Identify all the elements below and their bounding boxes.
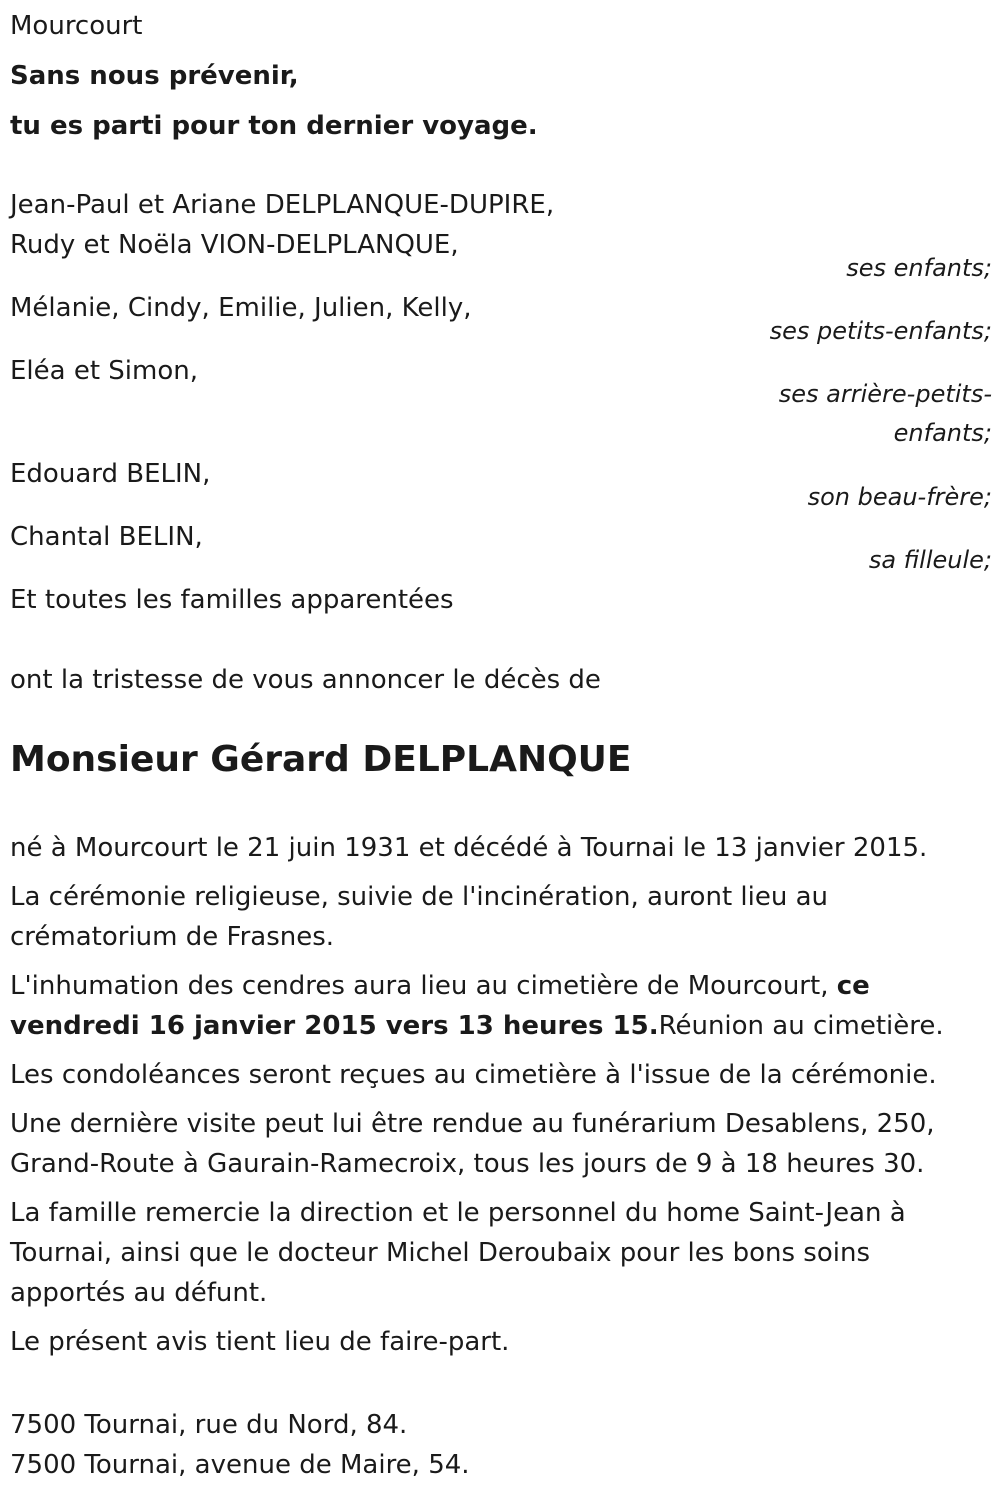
great-grandchildren: Eléa et Simon, [10, 356, 199, 386]
thanks-info: La famille remercie la direction et le personnel du home Saint-Jean à Tournai, ainsi que le docteur Michel Deroubaix pour les bons soins apportés au défunt. [10, 1198, 906, 1308]
great-grandchildren-role-1: ses arrière-petits- [778, 380, 992, 408]
children-role: ses enfants; [846, 254, 992, 282]
announcement-intro: ont la tristesse de vous annoncer le décès de [10, 665, 601, 695]
children-line-2: Rudy et Noëla VION-DELPLANQUE, [10, 230, 459, 260]
grandchildren-role: ses petits-enfants; [769, 317, 992, 345]
town-name: Mourcourt [10, 11, 143, 41]
goddaughter-role: sa filleule; [868, 546, 992, 574]
address-2: 7500 Tournai, avenue de Maire, 54. [10, 1450, 470, 1480]
notice-info: Le présent avis tient lieu de faire-part. [10, 1327, 510, 1357]
deceased-name: Monsieur Gérard DELPLANQUE [10, 739, 632, 780]
details-block [10, 828, 992, 1362]
verse-line-1: Sans nous prévenir, [10, 61, 299, 91]
burial-suffix: Réunion au cimetière. [658, 1011, 944, 1041]
great-grandchildren-role-2: enfants; [893, 419, 992, 447]
burial-date: ce vendredi 16 janvier 2015 vers 13 heures 15. [10, 971, 870, 1041]
grandchildren: Mélanie, Cindy, Emilie, Julien, Kelly, [10, 293, 472, 323]
other-families: Et toutes les familles apparentées [10, 585, 454, 615]
address-1: 7500 Tournai, rue du Nord, 84. [10, 1410, 408, 1440]
condolences-info: Les condoléances seront reçues au cimetière à l'issue de la cérémonie. [10, 1060, 937, 1090]
children-line-1: Jean-Paul et Ariane DELPLANQUE-DUPIRE, [10, 190, 555, 220]
ceremony-info: La cérémonie religieuse, suivie de l'incinération, auront lieu au crématorium de Frasnes. [10, 882, 828, 952]
birth-death: né à Mourcourt le 21 juin 1931 et décédé à Tournai le 13 janvier 2015. [10, 833, 928, 863]
brother-in-law: Edouard BELIN, [10, 459, 211, 489]
verse-line-2: tu es parti pour ton dernier voyage. [10, 111, 538, 141]
burial-prefix: L'inhumation des cendres aura lieu au cimetière de Mourcourt, [10, 971, 837, 1001]
goddaughter: Chantal BELIN, [10, 522, 203, 552]
brother-in-law-role: son beau-frère; [807, 483, 992, 511]
visit-info: Une dernière visite peut lui être rendue au funérarium Desablens, 250, Grand-Route à Gaurain-Ramecroix, tous les jours de 9 à 18 heures 30. [10, 1109, 935, 1179]
burial-info [10, 966, 970, 1046]
